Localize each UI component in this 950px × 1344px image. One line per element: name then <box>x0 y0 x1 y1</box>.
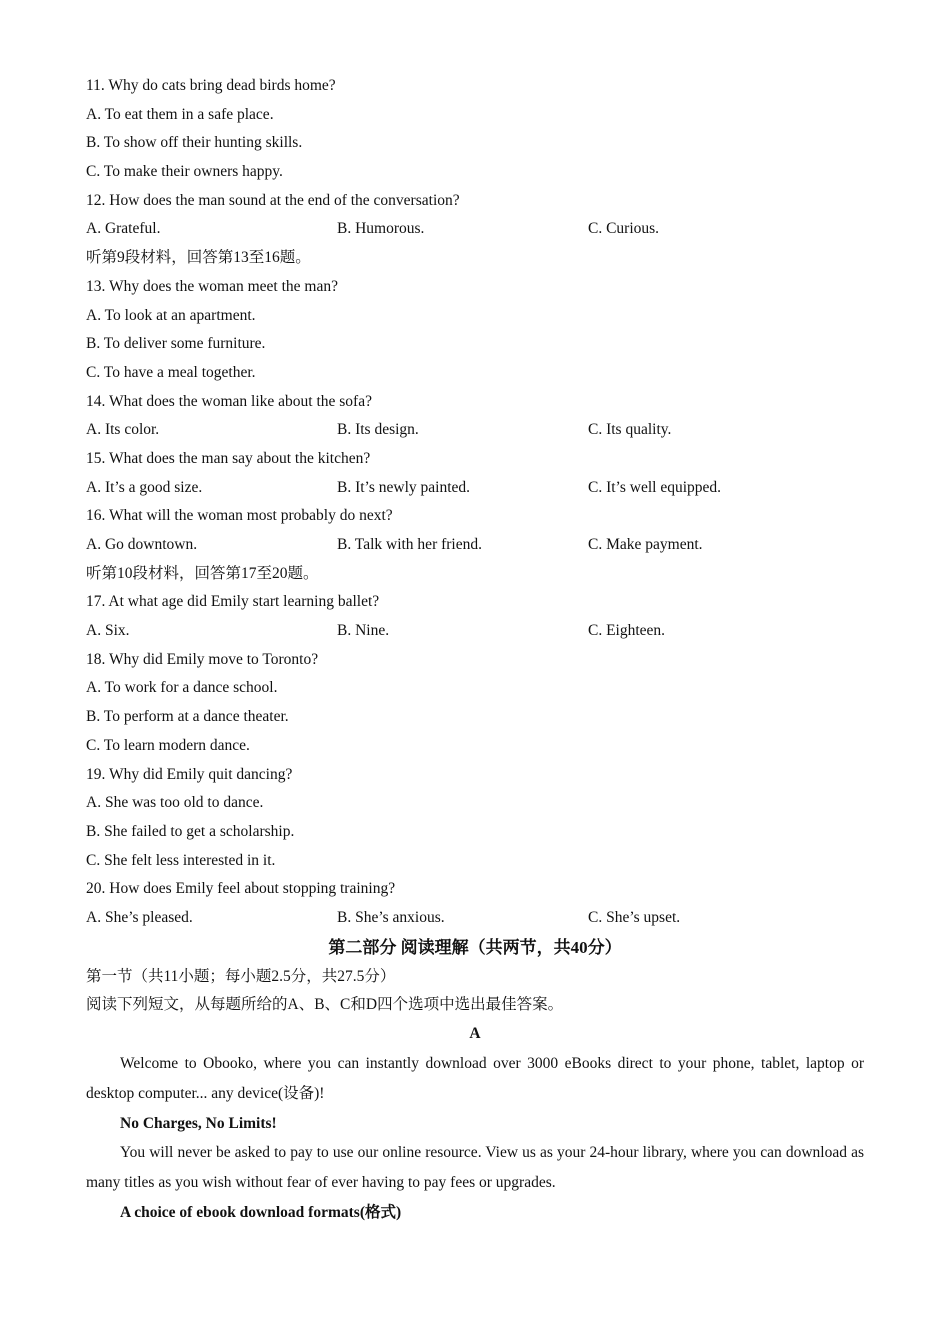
answer-options-row <box>86 904 864 933</box>
question-stem: 11. Why do cats bring dead birds home? <box>86 77 336 94</box>
answer-option: B. To show off their hunting skills. <box>86 134 303 152</box>
answer-option: C. Eighteen. <box>588 622 666 640</box>
answer-option: B. To perform at a dance theater. <box>86 708 289 726</box>
answer-option: A. To eat them in a safe place. <box>86 105 274 123</box>
answer-options-row <box>86 474 864 503</box>
answer-option: C. To have a meal together. <box>86 363 256 381</box>
answer-option: A. It’s a good size. <box>86 478 203 496</box>
answer-option: A. Its color. <box>86 421 160 439</box>
section1-info: 第一节（共11小题；每小题2.5分，共27.5分） <box>86 967 396 985</box>
instruction-passage-9: 听第9段材料，回答第13至16题。 <box>86 249 311 267</box>
answer-option: C. Curious. <box>588 220 660 238</box>
answer-options-row <box>86 531 864 560</box>
answer-option: B. Talk with her friend. <box>337 536 482 553</box>
answer-option: C. Make payment. <box>588 536 703 553</box>
passage-paragraph-2: You will never be asked to pay to use our online resource. View us as your 24-hour library, where you can download as many titles as you wish without fear of ever having to pay fees or upgrades. <box>86 1143 864 1191</box>
question-stem: 20. How does Emily feel about stopping training? <box>86 880 396 898</box>
answer-options-row <box>86 215 864 244</box>
answer-option: A. Six. <box>86 622 130 640</box>
answer-option: C. It’s well equipped. <box>588 478 722 496</box>
answer-option: A. She was too old to dance. <box>86 794 264 812</box>
answer-option: B. Its design. <box>337 421 419 439</box>
passage-paragraph-1: Welcome to Obooko, where you can instantly download over 3000 eBooks direct to your phone, tablet, laptop or desktop computer... any device(设备)! <box>86 1054 864 1102</box>
question-stem: 19. Why did Emily quit dancing? <box>86 765 293 783</box>
answer-options-row <box>86 617 864 646</box>
question-stem: 14. What does the woman like about the sofa? <box>86 392 372 410</box>
question-stem: 16. What will the woman most probably do next? <box>86 507 393 525</box>
answer-option: B. To deliver some furniture. <box>86 335 266 353</box>
answer-option: C. She felt less interested in it. <box>86 851 276 869</box>
question-group-11-12 <box>86 72 864 244</box>
answer-option: C. Its quality. <box>588 421 672 439</box>
exam-page <box>86 72 864 1227</box>
question-group-17-20 <box>86 588 864 932</box>
question-stem: 17. At what age did Emily start learning ballet? <box>86 593 380 611</box>
question-stem: 13. Why does the woman meet the man? <box>86 277 338 295</box>
answer-option: B. Nine. <box>337 622 390 640</box>
answer-option: B. Humorous. <box>337 220 425 238</box>
answer-option: C. She’s upset. <box>588 908 681 926</box>
passage-label: A <box>469 1025 481 1042</box>
question-group-13-16 <box>86 273 864 560</box>
answer-option: B. It’s newly painted. <box>337 478 471 496</box>
passage-heading-2: A choice of ebook download formats(格式) <box>120 1203 402 1221</box>
question-stem: 12. How does the man sound at the end of the conversation? <box>86 191 460 209</box>
answer-options-row <box>86 416 864 445</box>
answer-option: A. Go downtown. <box>86 536 198 553</box>
reading-directions: 阅读下列短文，从每题所给的A、B、C和D四个选项中选出最佳答案。 <box>86 996 564 1014</box>
answer-option: A. She’s pleased. <box>86 908 193 926</box>
question-stem: 15. What does the man say about the kitchen? <box>86 449 371 467</box>
passage-heading-1: No Charges, No Limits! <box>120 1114 277 1132</box>
part2-title: 第二部分 阅读理解（共两节，共40分） <box>328 937 622 957</box>
instruction-passage-10: 听第10段材料，回答第17至20题。 <box>86 564 319 582</box>
question-stem: 18. Why did Emily move to Toronto? <box>86 650 319 668</box>
answer-option: A. To look at an apartment. <box>86 306 256 324</box>
answer-option: C. To learn modern dance. <box>86 736 250 754</box>
answer-option: A. Grateful. <box>86 220 161 238</box>
answer-option: A. To work for a dance school. <box>86 679 278 697</box>
answer-option: B. She failed to get a scholarship. <box>86 822 295 840</box>
answer-option: B. She’s anxious. <box>337 908 445 926</box>
answer-option: C. To make their owners happy. <box>86 163 283 181</box>
